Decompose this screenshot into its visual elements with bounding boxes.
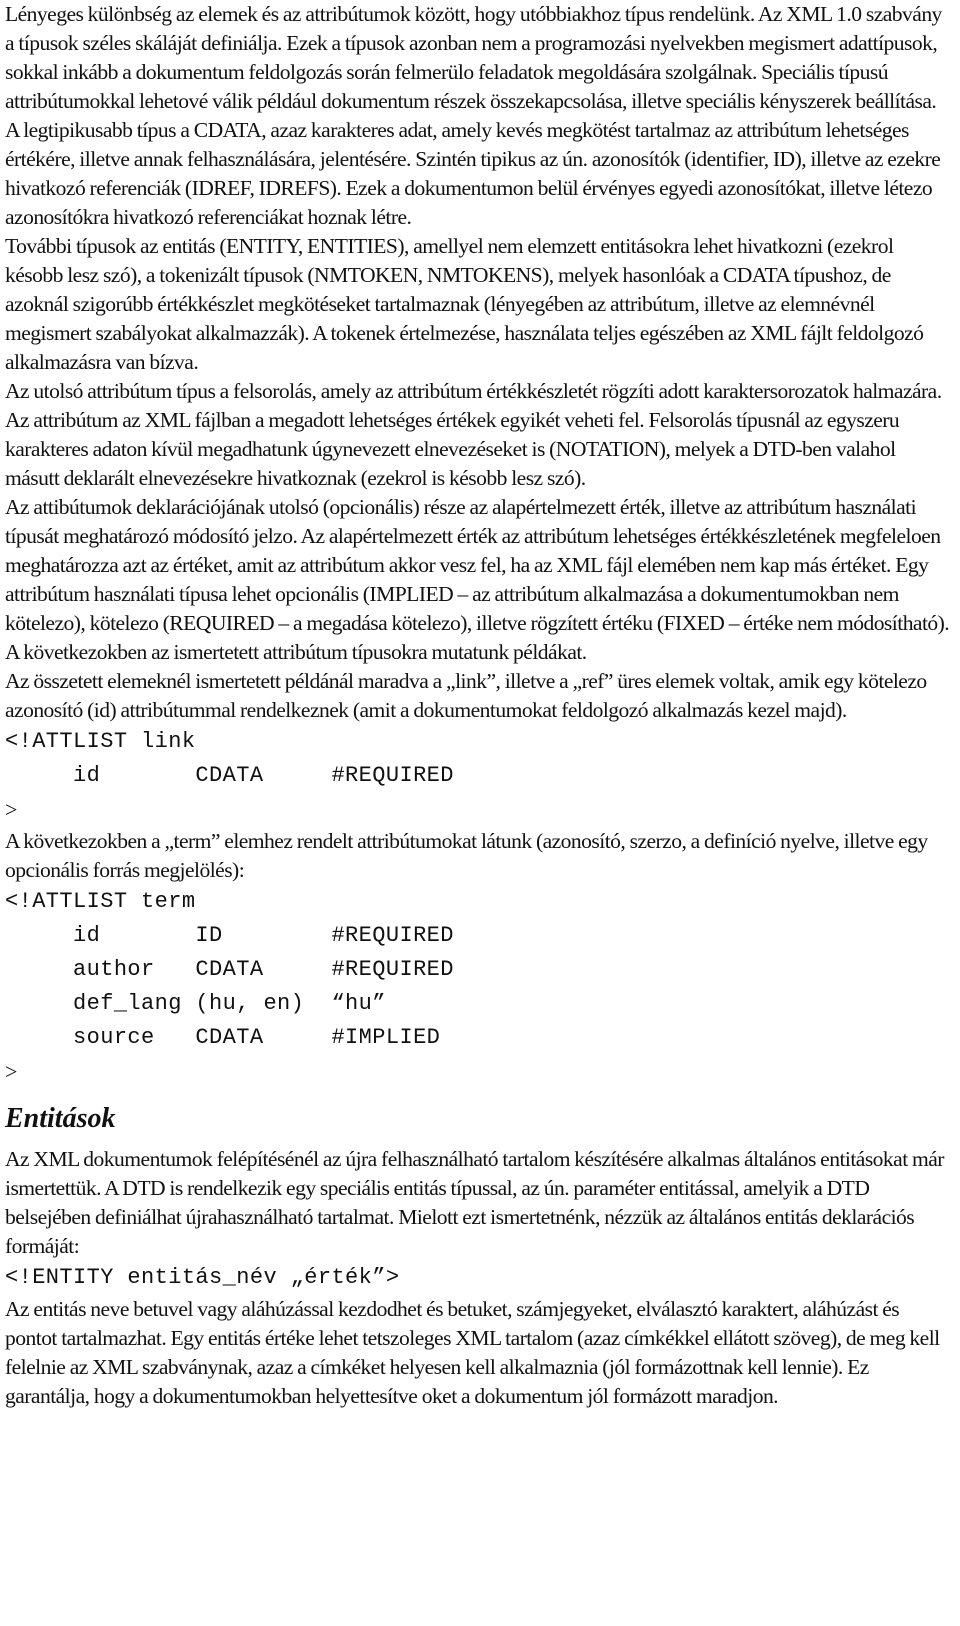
section-heading-entities: Entitások — [5, 1103, 116, 1134]
paragraph-cdata-id: A legtipikusabb típus a CDATA, azaz karakteres adat, amely kevés megkötést tartalmaz az attribútum lehetséges értékére, illetve annak felhasználására, jelentésére. Szintén tipikus az ún. azonosítók (identifier, ID), illetve az ezekre hivatkozó referenciák (IDREF, IDREFS). Ezek a dokumentumon belül érvényes egyedi azonosítókat, illetve létezo azonosítókra hivatkozó referenciákat hoznak létre. — [5, 118, 941, 229]
code-entity-declaration: <!ENTITY entitás_név „érték”> — [5, 1265, 400, 1290]
code-attlist-term-id-line: id ID #REQUIRED — [5, 923, 454, 948]
code-attlist-term-line: <!ATTLIST term — [5, 889, 196, 914]
paragraph-default-value: Az attibútumok deklarációjának utolsó (opcionális) része az alapértelmezett érték, illetve az attribútum használati típusát meghatározó módosító jelzo. Az alapértelmezett érték az attribútum lehetséges értékkészletének megfeleloen meghatározza azt az értéket, amit az attribútum akkor vesz fel, ha az XML fájl elemében nem kap más értéket. Egy attribútum használati típusa lehet opcionális (IMPLIED – az attribútum alkalmazása a dokumentumokban nem kötelezo), kötelezo (REQUIRED – a megadása kötelezo), illetve rögzített értéku (FIXED – értéke nem módosítható). A következokben az ismertetett attribútum típusokra mutatunk példákat. — [5, 495, 950, 664]
code-attlist-term-close: > — [5, 1059, 18, 1084]
paragraph-enumeration: Az utolsó attribútum típus a felsorolás, amely az attribútum értékkészletét rögzíti adott karaktersorozatok halmazára. Az attribútum az XML fájlban a megadott lehetséges értékek egyikét veheti fel. Felsorolás típusnál az egyszeru karakteres adaton kívül megadhatunk úgynevezett elnevezéseket is (NOTATION), melyek a DTD-ben valahol másutt deklarált elnevezésekre hivatkoznak (ezekrol is késobb lesz szó). — [5, 379, 942, 490]
code-attlist-link-line: <!ATTLIST link — [5, 729, 196, 754]
paragraph-term-example: A következokben a „term” elemhez rendelt attribútumokat látunk (azonosító, szerzo, a definíció nyelve, illetve egy opcionális forrás megjelölés): — [5, 829, 928, 882]
paragraph-entity-tokens: További típusok az entitás (ENTITY, ENTITIES), amellyel nem elemzett entitásokra lehet hivatkozni (ezekrol késobb lesz szó), a tokenizált típusok (NMTOKEN, NMTOKENS), melyek hasonlóak a CDATA típushoz, de azoknál szigorúbb értékkészlet megkötéseket tartalmaznak (lényegében az attribútum, illetve az elemnévnél megismert szabályokat alkalmazzák). A tokenek értelmezése, használata teljes egészében az XML fájlt feldolgozó alkalmazásra van bízva. — [5, 234, 924, 374]
paragraph-entity-naming: Az entitás neve betuvel vagy aláhúzással kezdodhet és betuket, számjegyeket, elválasztó karaktert, aláhúzást és pontot tartalmazhat. Egy entitás értéke lehet tetszoleges XML tartalom (azaz címkékkel ellátott szöveg), de meg kell felelnie az XML szabványnak, azaz a címkéket helyesen kell alkalmaznia (jól formázottnak kell lennie). Ez garantálja, hogy a dokumentumokban helyettesítve oket a dokumentum jól formázott maradjon. — [5, 1297, 940, 1408]
paragraph-attribute-types-intro: Lényeges különbség az elemek és az attribútumok között, hogy utóbbiakhoz típus rendelünk. Az XML 1.0 szabvány a típusok széles skáláját definiálja. Ezek a típusok azonban nem a programozási nyelvekben megismert adattípusok, sokkal inkább a dokumentum feldolgozás során felmerülo feladatok megoldására szolgálnak. Speciális típusú attribútumokkal lehetové válik például dokumentum részek összekapcsolása, illetve speciális kényszerek beállítása. — [5, 2, 942, 113]
paragraph-entities-intro: Az XML dokumentumok felépítésénél az újra felhasználható tartalom készítésére alkalmas általános entitásokat már ismertettük. A DTD is rendelkezik egy speciális entitás típussal, az ún. paraméter entitással, amelyik a DTD belsejében definiálhat újrahasználható tartalmat. Mielott ezt ismertetnénk, nézzük az általános entitás deklarációs formáját: — [5, 1147, 944, 1258]
code-attlist-link-close: > — [5, 797, 18, 822]
paragraph-link-example: Az összetett elemeknél ismertetett példánál maradva a „link”, illetve a „ref” üres elemek voltak, amik egy kötelezo azonosító (id) attribútummal rendelkeznek (amit a dokumentumokat feldolgozó alkalmazás kezel majd). — [5, 669, 927, 722]
code-attlist-term-deflang-line: def_lang (hu, en) “hu” — [5, 991, 386, 1016]
code-attlist-term-author-line: author CDATA #REQUIRED — [5, 957, 454, 982]
code-attlist-link-id-line: id CDATA #REQUIRED — [5, 763, 454, 788]
code-attlist-term-source-line: source CDATA #IMPLIED — [5, 1025, 441, 1050]
